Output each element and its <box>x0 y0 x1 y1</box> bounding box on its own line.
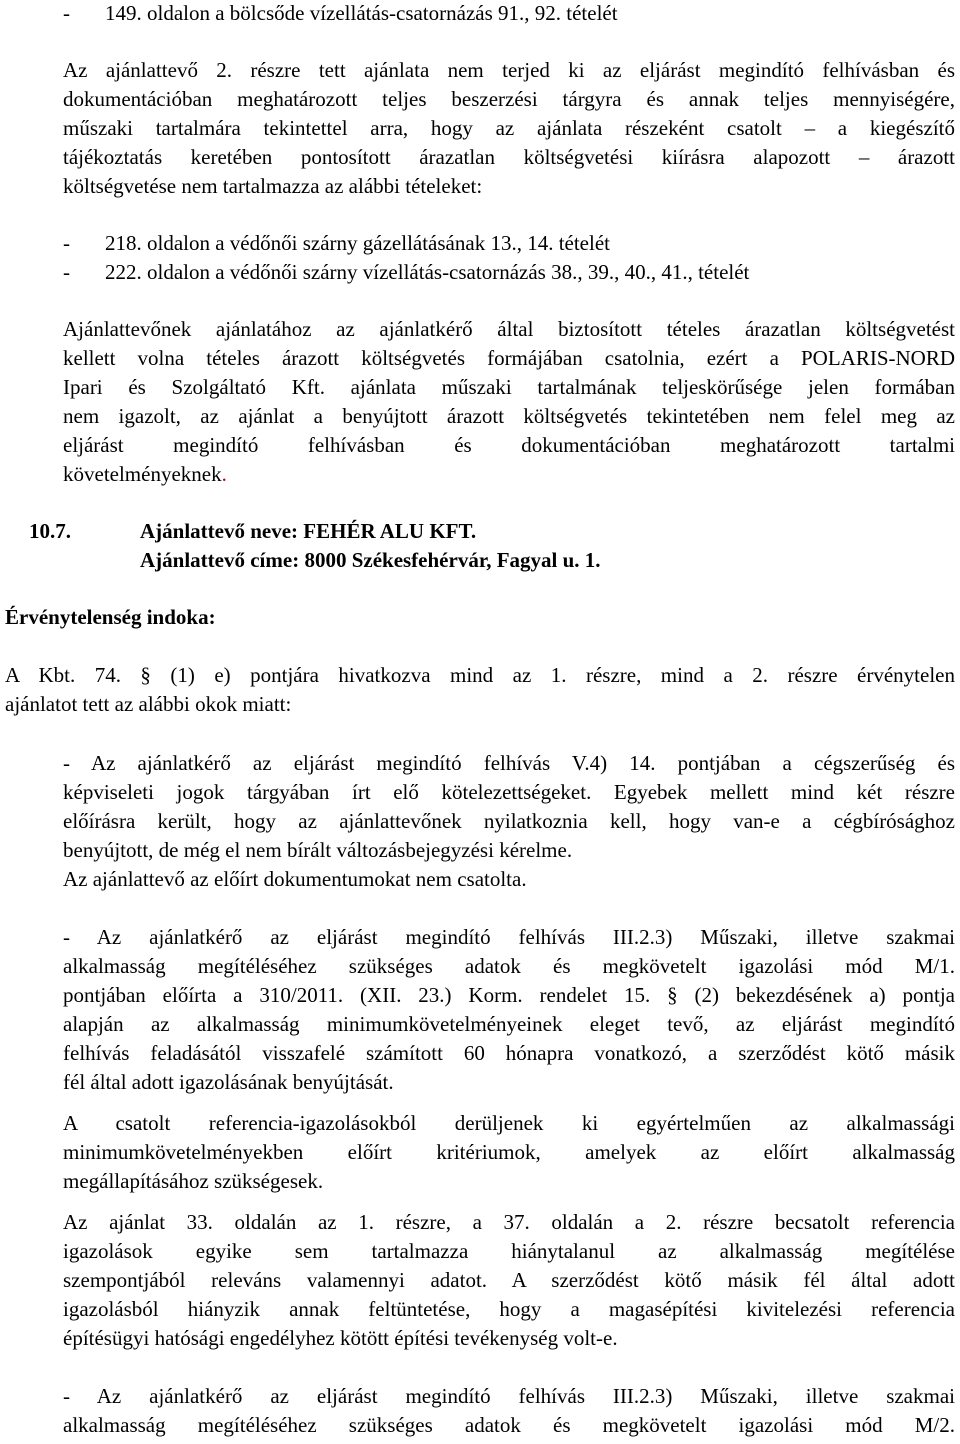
list-dash: - <box>63 260 70 284</box>
text-line: Az ajánlattevő 2. részre tett ajánlata nem terjed ki az eljárást megindító felhívásban és <box>63 58 955 82</box>
text-line: Az ajánlattevő az előírt dokumentumokat nem csatolta. <box>63 867 527 891</box>
text-line: felhívás feladásától visszafelé számított 60 hónapra vonatkozó, a szerződést kötő másik <box>63 1041 955 1065</box>
text-line: - Az ajánlatkérő az eljárást megindító felhívás V.4) 14. pontjában a cégszerűség és <box>63 751 955 775</box>
text-line: nem igazolt, az ajánlat a benyújtott árazott költségvetés tekintetében nem felel meg az <box>63 404 955 428</box>
text-line: minimumkövetelményekben előírt kritériumok, amelyek az előírt alkalmasság <box>63 1140 955 1164</box>
text-line: pontjában előírta a 310/2011. (XII. 23.) Korm. rendelet 15. § (2) bekezdésének a) pontja <box>63 983 955 1007</box>
text-line: alapján az alkalmasság minimumkövetelményeinek eleget tevő, az eljárást megindító <box>63 1012 955 1036</box>
text-line: dokumentációban meghatározott teljes beszerzési tárgyra és annak teljes mennyiségére, <box>63 87 955 111</box>
text-line <box>63 461 227 487</box>
text-line: ajánlatot tett az alábbi okok miatt: <box>5 692 292 716</box>
text-line: szempontjából releváns valamennyi adatot. A szerződést kötő másik fél által adott <box>63 1268 955 1292</box>
text-line: Ajánlattevőnek ajánlatához az ajánlatkérő által biztosított tételes árazatlan költségvetést <box>63 317 955 341</box>
text-line: Az ajánlat 33. oldalán az 1. részre, a 37. oldalán a 2. részre becsatolt referencia <box>63 1210 955 1234</box>
text-line: - Az ajánlatkérő az eljárást megindító felhívás III.2.3) Műszaki, illetve szakmai <box>63 1384 955 1408</box>
text-line: A Kbt. 74. § (1) e) pontjára hivatkozva mind az 1. részre, mind a 2. részre érvénytelen <box>5 663 955 687</box>
list-dash: - <box>63 1 70 25</box>
text-line: - Az ajánlatkérő az eljárást megindító felhívás III.2.3) Műszaki, illetve szakmai <box>63 925 955 949</box>
text-segment: követelményeknek <box>63 462 222 486</box>
text-line: műszaki tartalmára tekintettel arra, hogy az ajánlata részeként csatolt – a kiegészítő <box>63 116 955 140</box>
text-line: építésügyi hatósági engedélyhez kötött építési tevékenység volt-e. <box>63 1326 618 1350</box>
red-period: . <box>221 462 227 486</box>
list-item <box>63 0 70 26</box>
text-line: alkalmasság megítéléséhez szükséges adatok és megkövetelt igazolási mód M/1. <box>63 954 955 978</box>
invalidity-heading: Érvénytelenség indoka: <box>5 605 216 629</box>
text-line: igazolásból hiányzik annak feltüntetése, hogy a magasépítési kivitelezési referencia <box>63 1297 955 1321</box>
text-line: tájékoztatás keretében pontosított árazatlan költségvetési kiírásra alapozott – árazott <box>63 145 955 169</box>
text-line: előírásra került, hogy az ajánlattevőnek nyilatkoznia kell, hogy van-e a cégbírósághoz <box>63 809 955 833</box>
bidder-name: Ajánlattevő neve: FEHÉR ALU KFT. <box>140 519 477 543</box>
list-item-text: 222. oldalon a védőnői szárny vízellátás-csatornázás 38., 39., 40., 41., tételét <box>105 260 750 284</box>
text-line: képviseleti jogok tárgyában írt elő kötelezettségeket. Egyebek mellett mind két részre <box>63 780 955 804</box>
text-line: benyújtott, de még el nem bírált változásbejegyzési kérelme. <box>63 838 573 862</box>
text-line: Ipari és Szolgáltató Kft. ajánlata műszaki tartalmának teljeskörűsége jelen formában <box>63 375 955 399</box>
section-number: 10.7. <box>29 519 71 543</box>
text-line: eljárást megindító felhívásban és dokumentációban meghatározott tartalmi <box>63 433 955 457</box>
text-line: költségvetése nem tartalmazza az alábbi tételeket: <box>63 174 483 198</box>
text-line: kellett volna tételes árazott költségvetés formájában csatolnia, ezért a POLARIS-NORD <box>63 346 955 370</box>
text-line: A csatolt referencia-igazolásokból derüljenek ki egyértelműen az alkalmassági <box>63 1111 955 1135</box>
list-item-text: 149. oldalon a bölcsőde vízellátás-csatornázás 91., 92. tételét <box>105 1 618 25</box>
text-line: alkalmasság megítéléséhez szükséges adatok és megkövetelt igazolási mód M/2. <box>63 1413 955 1437</box>
text-line: igazolások egyike sem tartalmazza hiánytalanul az alkalmasság megítélése <box>63 1239 955 1263</box>
text-line: megállapításához szükségesek. <box>63 1169 324 1193</box>
bidder-address: Ajánlattevő címe: 8000 Székesfehérvár, Fagyal u. 1. <box>140 548 601 572</box>
list-item-text: 218. oldalon a védőnői szárny gázellátásának 13., 14. tételét <box>105 231 610 255</box>
list-dash: - <box>63 231 70 255</box>
text-line: fél által adott igazolásának benyújtását. <box>63 1070 394 1094</box>
